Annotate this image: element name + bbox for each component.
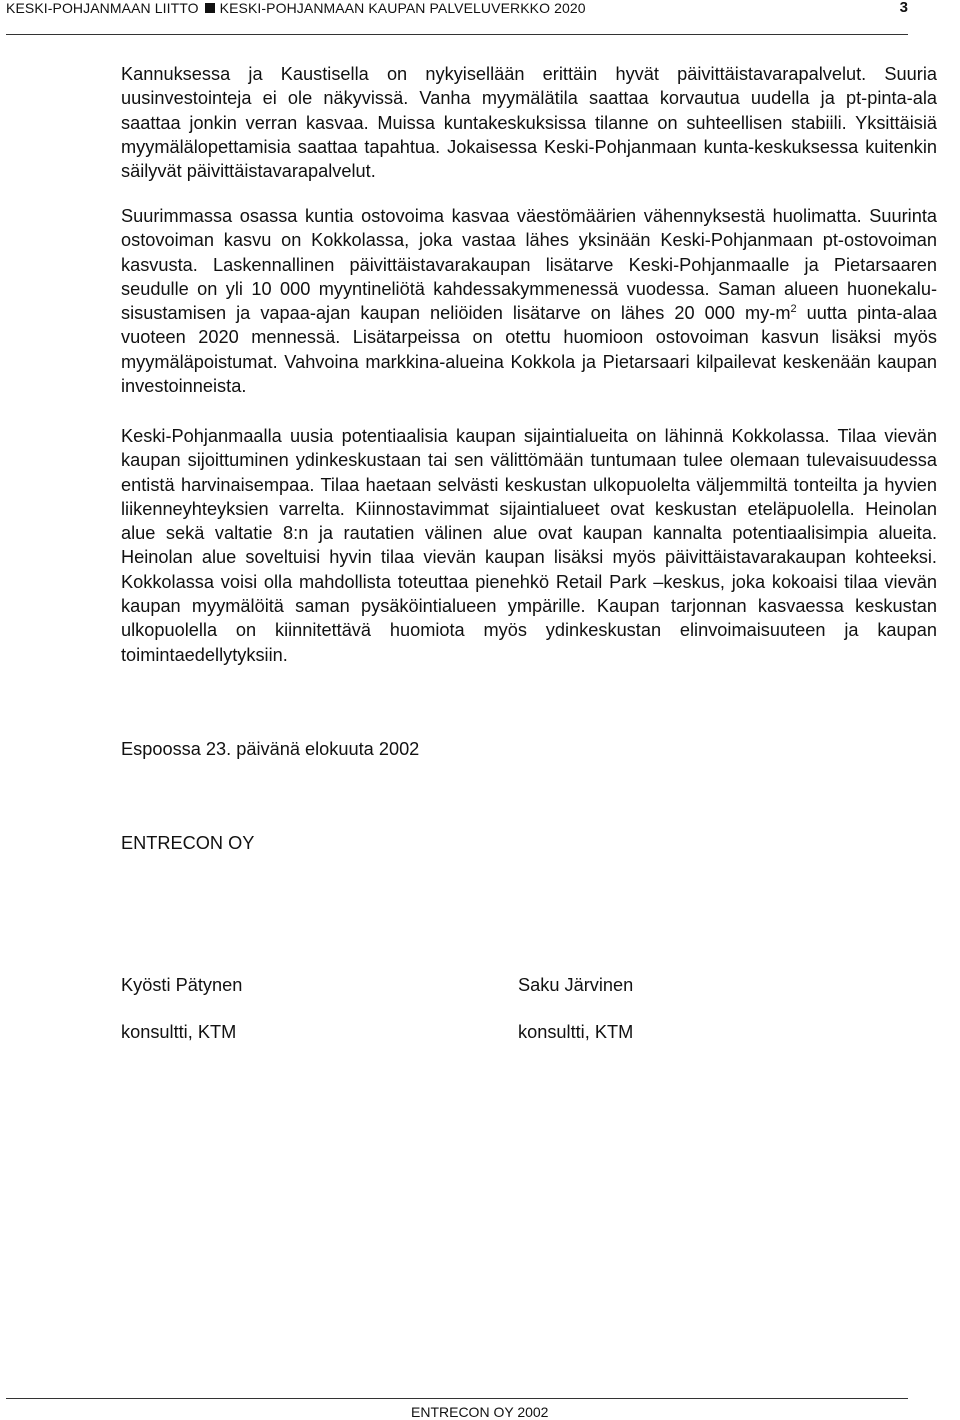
- company-name: ENTRECON OY: [121, 833, 255, 853]
- paragraph-2-text-a: Suurimmassa osassa kuntia ostovoima kasvaa väestömäärien vähennyksestä huolimatta. Suurinta ostovoiman kasvu on Kokkolassa, joka vastaa lähes yksinään Keski-Pohjanmaan pt-ostovoiman kasvusta. Laskennallinen päivittäistavarakaupan lisätarve Keski-Pohjanmaalle ja Pietarsaaren seudulle on yli 10 000 myyntineliötä kahdessakymmenessä vuodessa. Saman alueen huonekalu-sisustamisen ja vapaa-ajan kaupan neliöiden lisätarve on lähes 20 000 my-m: [121, 206, 937, 324]
- signer-name: Kyösti Pätynen: [121, 975, 243, 995]
- header-title: [6, 0, 586, 16]
- page-header: [6, 0, 908, 35]
- signer-title: konsultti, KTM: [121, 1022, 237, 1042]
- footer-text: ENTRECON OY 2002: [411, 1404, 549, 1420]
- page-number: 3: [899, 0, 908, 16]
- header-report-title: KESKI-POHJANMAAN KAUPAN PALVELUVERKKO 2020: [219, 0, 586, 16]
- place-and-date: Espoossa 23. päivänä elokuuta 2002: [121, 739, 420, 759]
- square-bullet-icon: [205, 3, 215, 13]
- header-organization: KESKI-POHJANMAAN LIITTO: [6, 0, 199, 16]
- signature-block-1: [121, 973, 242, 1044]
- paragraph-3: Keski-Pohjanmaalla uusia potentiaalisia kaupan sijaintialueita on lähinnä Kokkolassa. Tilaa vievän kaupan sijoittuminen ydinkeskustaan tai sen välittömään tuntumaan tulee olemaan tulevaisuudessa entistä harvinaisempaa. Tilaa haetaan selvästi keskustan ulkopuolelta väljemmiltä tonteilta ja hyvien liikenneyhteyksien varrelta. Kiinnostavimmat sijaintialueet ovat keskustan eteläpuolella. Heinolan alue sekä valtatie 8:n ja rautatien välinen alue ovat kaupan kannalta potentiaalisimpia alueita. Heinolan alue soveltuisi hyvin tilaa vievän kaupan lisäksi myös päivittäistavarakaupan kohteeksi. Kokkolassa voisi olla mahdollista toteuttaa pienehkö Retail Park –keskus, joka kokoaisi tilaa vievän kaupan myymälöitä saman pysäköintialueen ympärille. Kaupan tarjonnan kasvaessa keskustan ulkopuolella on kiinnitettävä huomiota myös ydinkeskustan elinvoimaisuuteen ja kaupan toimintaedellytyksiin.: [121, 426, 937, 665]
- signer-title: konsultti, KTM: [518, 1022, 634, 1042]
- superscript-2: 2: [790, 303, 797, 316]
- paragraph-1: Kannuksessa ja Kaustisella on nykyisellään erittäin hyvät päivittäistavarapalvelut. Suuria uusinvestointeja ei ole näkyvissä. Vanha myymälätila saattaa korvautua uudella ja pt-pinta-ala saattaa jonkin verran kasvaa. Muissa kuntakeskuksissa tilanne on suhteellisen stabiili. Yksittäisiä myymälälopettamisia saattaa tapahtua. Jokaisessa Keski-Pohjanmaan kunta-keskuksessa kuitenkin säilyvät päivittäistavarapalvelut.: [121, 64, 937, 182]
- signature-block-2: [518, 973, 633, 1044]
- page-footer: [6, 1398, 908, 1420]
- signer-name: Saku Järvinen: [518, 975, 634, 995]
- paragraph-2: [121, 204, 937, 398]
- paragraph-2-text-b: uutta pinta-alaa vuoteen 2020 mennessä. Lisätarpeissa on otettu huomioon ostovoiman kasvun lisäksi myös myymäläpoistumat. Vahvoina markkina-alueina Kokkola ja Pietarsaari kilpailevat keskenään kaupan investoinneista.: [121, 303, 937, 397]
